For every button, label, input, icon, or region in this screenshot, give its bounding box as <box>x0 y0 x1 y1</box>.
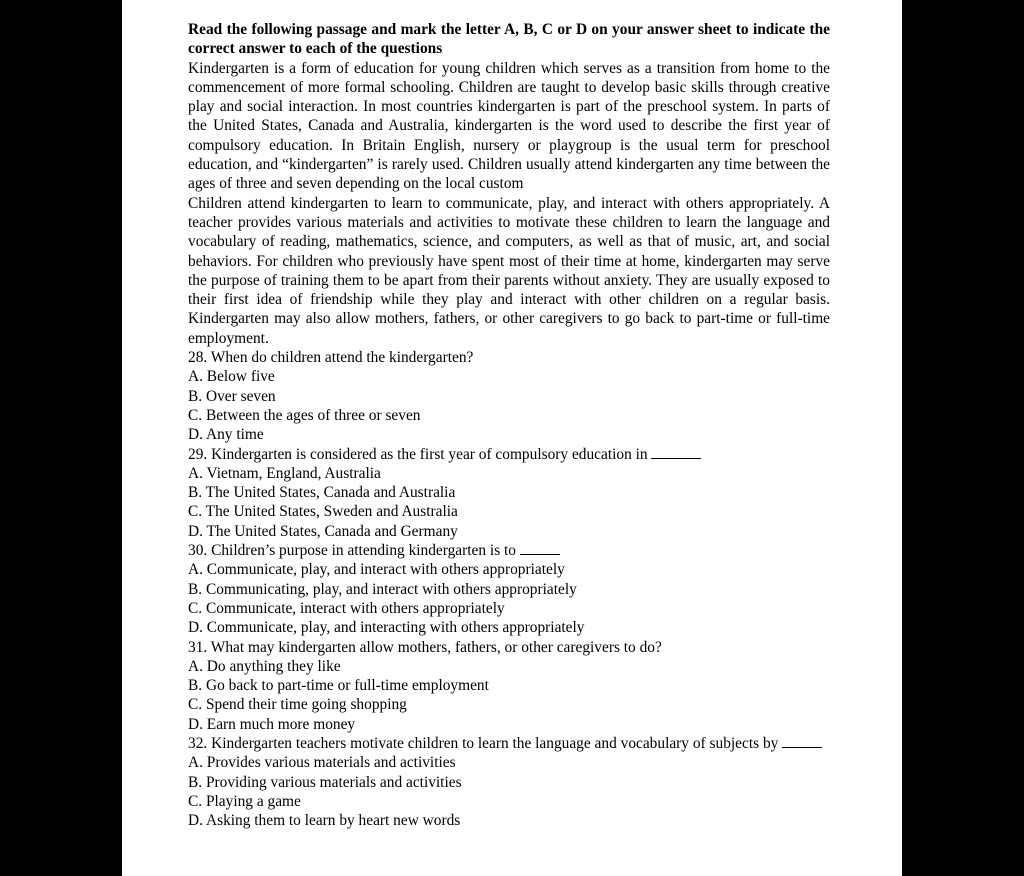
question-31 <box>188 638 830 734</box>
option-c: C. The United States, Sweden and Australia <box>188 503 458 521</box>
question-30 <box>188 541 830 637</box>
question-stem-line <box>188 445 830 464</box>
question-stem: 32. Kindergarten teachers motivate children to learn the language and vocabulary of subjects by <box>188 734 779 752</box>
option-a: A. Below five <box>188 368 275 386</box>
document-page <box>122 0 902 876</box>
option-c: C. Communicate, interact with others appropriately <box>188 599 505 617</box>
question-stem: 29. Kindergarten is considered as the first year of compulsory education in <box>188 445 648 463</box>
option-b: B. Over seven <box>188 387 276 405</box>
option-b: B. Providing various materials and activities <box>188 773 462 791</box>
question-stem: 28. When do children attend the kindergarten? <box>188 349 474 367</box>
question-stem: 31. What may kindergarten allow mothers, fathers, or other caregivers to do? <box>188 638 662 656</box>
option-d: D. Asking them to learn by heart new words <box>188 812 461 830</box>
option-a: A. Vietnam, England, Australia <box>188 464 381 482</box>
option-d: D. Any time <box>188 426 264 444</box>
option-a: A. Provides various materials and activities <box>188 754 456 772</box>
question-29 <box>188 445 830 541</box>
option-d: D. Earn much more money <box>188 715 356 733</box>
passage-paragraph-1: Kindergarten is a form of education for young children which serves as a transition from home to the commencement of more formal schooling. Children are taught to develop basic skills through creative play and social interaction. In most countries kindergarten is part of the preschool system. In parts of the United States, Canada and Australia, kindergarten is the word used to describe the first year of compulsory education. In Britain English, nursery or playgroup is the usual term for preschool education, and “kindergarten” is rarely used. Children usually attend kindergarten any time between the ages of three and seven depending on the local custom <box>188 59 830 193</box>
question-32 <box>188 734 830 830</box>
option-b: B. The United States, Canada and Australia <box>188 484 456 502</box>
option-d: D. Communicate, play, and interacting with others appropriately <box>188 619 585 637</box>
question-stem-line <box>188 541 830 560</box>
passage-paragraph-2: Children attend kindergarten to learn to communicate, play, and interact with others appropriately. A teacher provides various materials and activities to motivate these children to learn the language and vocabulary of reading, mathematics, science, and computers, as well as that of music, art, and social behaviors. For children who previously have spent most of their time at home, kindergarten may serve the purpose of training them to be apart from their parents without anxiety. They are usually exposed to their first idea of friendship while they play and interact with other children on a regular basis. Kindergarten may also allow mothers, fathers, or other caregivers to go back to part-time or full-time employment. <box>188 194 830 347</box>
question-28 <box>188 348 830 444</box>
option-b: B. Communicating, play, and interact with others appropriately <box>188 580 577 598</box>
option-b: B. Go back to part-time or full-time employment <box>188 677 489 695</box>
option-c: C. Spend their time going shopping <box>188 696 407 714</box>
option-c: C. Between the ages of three or seven <box>188 406 421 424</box>
answer-blank <box>782 735 822 748</box>
answer-blank <box>520 542 560 555</box>
answer-blank <box>651 446 701 459</box>
option-d: D. The United States, Canada and Germany <box>188 522 458 540</box>
document-content <box>188 20 830 830</box>
option-c: C. Playing a game <box>188 792 301 810</box>
instruction-heading: Read the following passage and mark the letter A, B, C or D on your answer sheet to indicate the correct answer to each of the questions <box>188 21 830 58</box>
question-stem-line <box>188 734 830 753</box>
question-stem: 30. Children’s purpose in attending kindergarten is to <box>188 542 516 560</box>
option-a: A. Communicate, play, and interact with others appropriately <box>188 561 565 579</box>
option-a: A. Do anything they like <box>188 657 341 675</box>
